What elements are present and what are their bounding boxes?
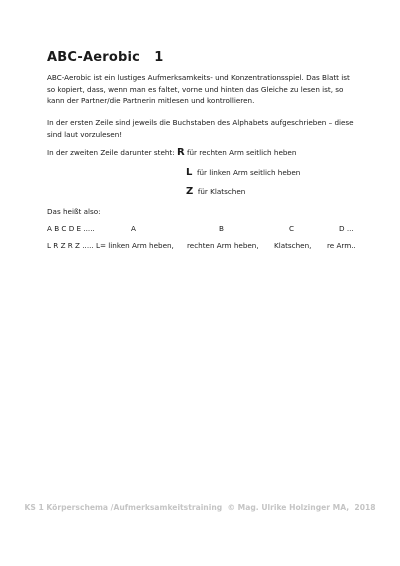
alphabet-cell: C: [289, 224, 295, 233]
page-title: ABC-Aerobic 1: [47, 50, 164, 65]
rule-text-l: für linken Arm seitlich heben: [192, 168, 301, 177]
that-means-label: Das heißt also:: [47, 207, 101, 216]
rule-letter-r: R: [176, 147, 185, 158]
sequence-cell: L R Z R Z ..... L= linken Arm heben,: [47, 241, 174, 250]
page-footer: KS 1 Körperschema /Aufmerksamkeitstraining © Mag. Ulrike Holzinger MA, 2018: [24, 503, 376, 512]
rule-right-arm: [47, 147, 296, 158]
sequence-cell: Klatschen,: [274, 241, 312, 250]
rule-text-z: für Klatschen: [193, 187, 246, 196]
alphabet-cell: A: [131, 224, 136, 233]
alphabet-cell: B: [219, 224, 224, 233]
sequence-cell: rechten Arm heben,: [187, 241, 259, 250]
alphabet-cell: D ...: [339, 224, 354, 233]
sequence-cell: re Arm..: [327, 241, 356, 250]
rule-letter-z: Z: [186, 186, 194, 197]
rule-intro-text: In der zweiten Zeile darunter steht:: [47, 148, 177, 157]
rule-text-r: für rechten Arm seitlich heben: [184, 148, 297, 157]
rule-left-arm: [186, 167, 300, 178]
first-line-paragraph: In der ersten Zeile sind jeweils die Buchstaben des Alphabets aufgeschrieben – diese sind laut vorzulesen!: [47, 118, 354, 139]
rule-clap: [186, 186, 245, 197]
rule-letter-l: L: [186, 167, 193, 178]
alphabet-cell: A B C D E .....: [47, 224, 95, 233]
intro-paragraph: ABC-Aerobic ist ein lustiges Aufmerksamkeits- und Konzentrationsspiel. Das Blatt ist so kopiert, dass, wenn man es faltet, vorne und hinten das Gleiche zu lesen ist, so kann der Partner/die Partnerin mitlesen und kontrollieren.: [47, 73, 350, 106]
